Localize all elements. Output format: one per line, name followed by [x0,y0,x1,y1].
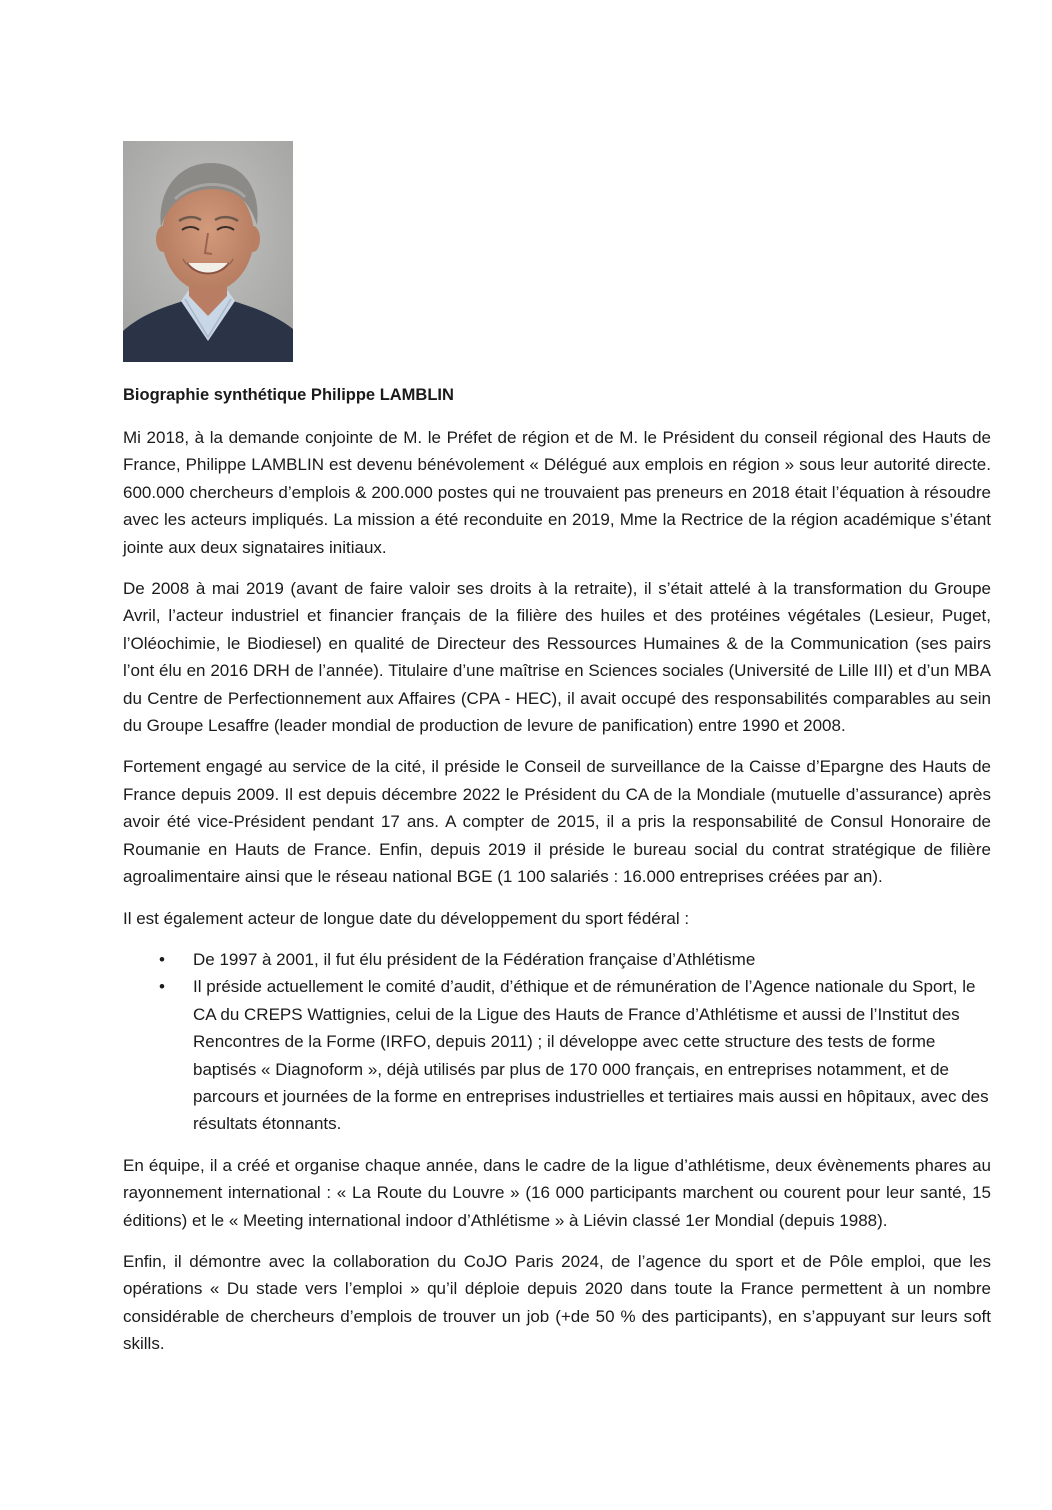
paragraph-delegate-role: Mi 2018, à la demande conjointe de M. le Préfet de région et de M. le Président du conseil régional des Hauts de France, Philippe LAMBLIN est devenu bénévolement « Délégué aux emplois en région » sous leur autorité directe. 600.000 chercheurs d’emplois & 200.000 postes qui ne trouvaient pas preneurs en 2018 était l’équation à résoudre avec les acteurs impliqués. La mission a été reconduite en 2019, Mme la Rectrice de la région académique s’étant jointe aux deux signataires initiaux. [123,428,991,557]
portrait-photo [123,141,293,362]
document-title: Biographie synthétique Philippe LAMBLIN [123,386,454,404]
paragraph-career: De 2008 à mai 2019 (avant de faire valoir ses droits à la retraite), il s’était attelé à la transformation du Groupe Avril, l’acteur industriel et financier français de la filière des huiles et des protéines végétales (Lesieur, Puget, l’Oléochimie, le Biodiesel) en qualité de Directeur des Ressources Humaines & de la Communication (ses pairs l’ont élu en 2016 DRH de l’année). Titulaire d’une maîtrise en Sciences sociales (Université de Lille III) et d’un MBA du Centre de Perfectionnement aux Affaires (CPA - HEC), il avait occupé des responsabilités comparables au sein du Groupe Lesaffre (leader mondial de production de levure de panification) entre 1990 et 2008. [123,579,991,736]
list-item [123,946,991,973]
bullet-text: Il préside actuellement le comité d’audit, d’éthique et de rémunération de l’Agence nationale du Sport, le CA du CREPS Wattignies, celui de la Ligue des Hauts de France d’Athlétisme et aussi de l’Institut des Rencontres de la Forme (IRFO, depuis 2011) ; il développe avec cette structure des tests de forme baptisés « Diagnoform », déjà utilisés par plus de 170 000 français, en entreprises notamment, et de parcours et journées de la forme en entreprises industrielles et tertiaires mais aussi en hôpitaux, avec des résultats étonnants. [193,977,989,1134]
bullet-icon: • [159,949,165,969]
bullet-text: De 1997 à 2001, il fut élu président de la Fédération française d’Athlétisme [193,949,756,969]
bullet-icon: • [159,977,165,997]
list-item [123,973,991,1137]
paragraph-employment-operations: Enfin, il démontre avec la collaboration du CoJO Paris 2024, de l’agence du sport et de Pôle emploi, que les opérations « Du stade vers l’emploi » qu’il déploie depuis 2020 dans toute la France permettent à un nombre considérable de chercheurs d’emplois de trouver un job (+de 50 % des participants), en s’appuyant sur leurs soft skills. [123,1251,991,1354]
sport-bullet-list [123,946,991,1138]
paragraph-events: En équipe, il a créé et organise chaque année, dans le cadre de la ligue d’athlétisme, deux évènements phares au rayonnement international : « La Route du Louvre » (16 000 participants marchent ou courent pour leur santé, 15 éditions) et le « Meeting international indoor d’Athlétisme » à Liévin classé 1er Mondial (depuis 1988). [123,1155,991,1230]
portrait-image [123,141,293,362]
paragraph-sport-intro: Il est également acteur de longue date du développement du sport fédéral : [123,908,690,928]
paragraph-civic-engagement: Fortement engagé au service de la cité, il préside le Conseil de surveillance de la Caisse d’Epargne des Hauts de France depuis 2009. Il est depuis décembre 2022 le Président du CA de la Mondiale (mutuelle d’assurance) après avoir été vice-Président pendant 17 ans. A compter de 2015, il a pris la responsabilité de Consul Honoraire de Roumanie en Hauts de France. Enfin, depuis 2019 il préside le bureau social du contrat stratégique de filière agroalimentaire ainsi que le réseau national BGE (1 100 salariés : 16.000 entreprises créées par an). [123,757,991,887]
biography-content [123,384,991,1372]
